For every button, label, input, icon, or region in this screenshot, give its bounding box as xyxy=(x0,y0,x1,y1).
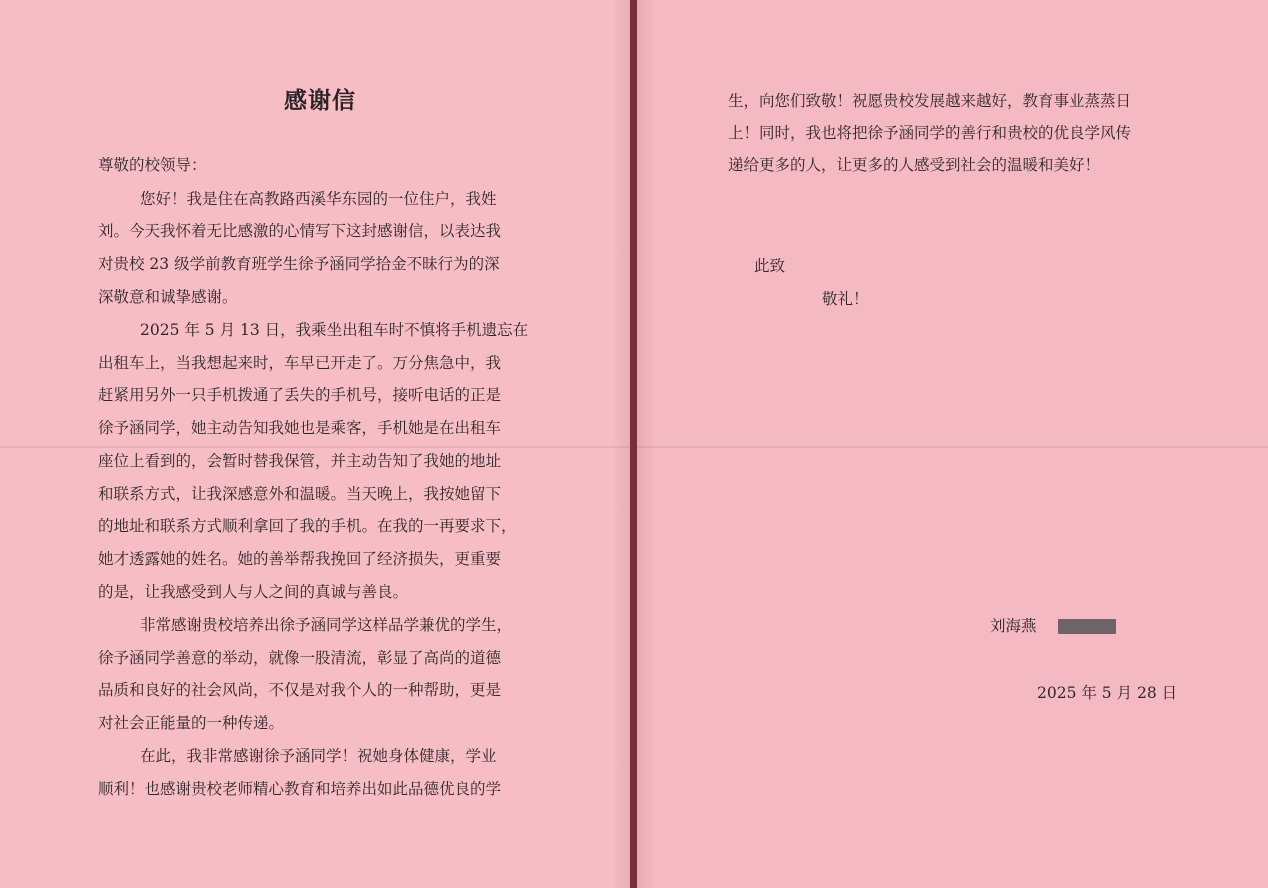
body-line: 您好！我是住在高教路西溪华东园的一位住户，我姓 xyxy=(140,190,497,208)
salute-text: 敬礼！ xyxy=(822,290,869,308)
body-line: 徐予涵同学，她主动告知我她也是乘客，手机她是在出租车 xyxy=(98,419,502,437)
body-line: 上！同时，我也将把徐予涵同学的善行和贵校的优良学风传 xyxy=(728,124,1132,142)
body-line: 和联系方式，让我深感意外和温暖。当天晚上，我按她留下 xyxy=(98,485,502,503)
body-line: 赶紧用另外一只手机拨通了丢失的手机号，接听电话的正是 xyxy=(98,386,502,404)
letter-date: 2025 年 5 月 28 日 xyxy=(1037,684,1178,702)
body-line: 徐予涵同学善意的举动，就像一股清流，彰显了高尚的道德 xyxy=(98,649,502,667)
body-line: 对社会正能量的一种传递。 xyxy=(98,714,285,732)
fold-line xyxy=(0,446,630,448)
body-line: 的是，让我感受到人与人之间的真诚与善良。 xyxy=(98,583,409,601)
closing-text: 此致 xyxy=(754,257,786,275)
body-line: 深敬意和诚挚感谢。 xyxy=(98,288,238,306)
redaction-block xyxy=(1058,619,1116,634)
body-line: 递给更多的人，让更多的人感受到社会的温暖和美好！ xyxy=(728,156,1101,174)
body-line: 她才透露她的姓名。她的善举帮我挽回了经济损失，更重要 xyxy=(98,550,502,568)
body-line: 刘。今天我怀着无比感激的心情写下这封感谢信，以表达我 xyxy=(98,222,502,240)
body-line: 的地址和联系方式顺利拿回了我的手机。在我的一再要求下， xyxy=(98,517,517,535)
body-line: 出租车上，当我想起来时，车早已开走了。万分焦急中，我 xyxy=(98,354,502,372)
fold-line xyxy=(637,446,1268,448)
body-line: 对贵校 23 级学前教育班学生徐予涵同学拾金不昧行为的深 xyxy=(98,255,500,273)
body-line: 品质和良好的社会风尚，不仅是对我个人的一种帮助，更是 xyxy=(98,681,502,699)
salutation: 尊敬的校领导： xyxy=(98,156,207,174)
letter-title: 感谢信 xyxy=(284,88,356,114)
page-shadow xyxy=(637,0,655,888)
page-shadow xyxy=(612,0,630,888)
signature-name: 刘海燕 xyxy=(990,617,1037,635)
body-line: 2025 年 5 月 13 日，我乘坐出租车时不慎将手机遗忘在 xyxy=(140,321,529,339)
body-line: 顺利！也感谢贵校老师精心教育和培养出如此品德优良的学 xyxy=(98,780,502,798)
body-line: 生，向您们致敬！祝愿贵校发展越来越好，教育事业蒸蒸日 xyxy=(728,92,1132,110)
body-line: 座位上看到的，会暂时替我保管，并主动告知了我她的地址 xyxy=(98,452,502,470)
body-line: 在此，我非常感谢徐予涵同学！祝她身体健康，学业 xyxy=(140,747,497,765)
body-line: 非常感谢贵校培养出徐予涵同学这样品学兼优的学生， xyxy=(140,616,513,634)
